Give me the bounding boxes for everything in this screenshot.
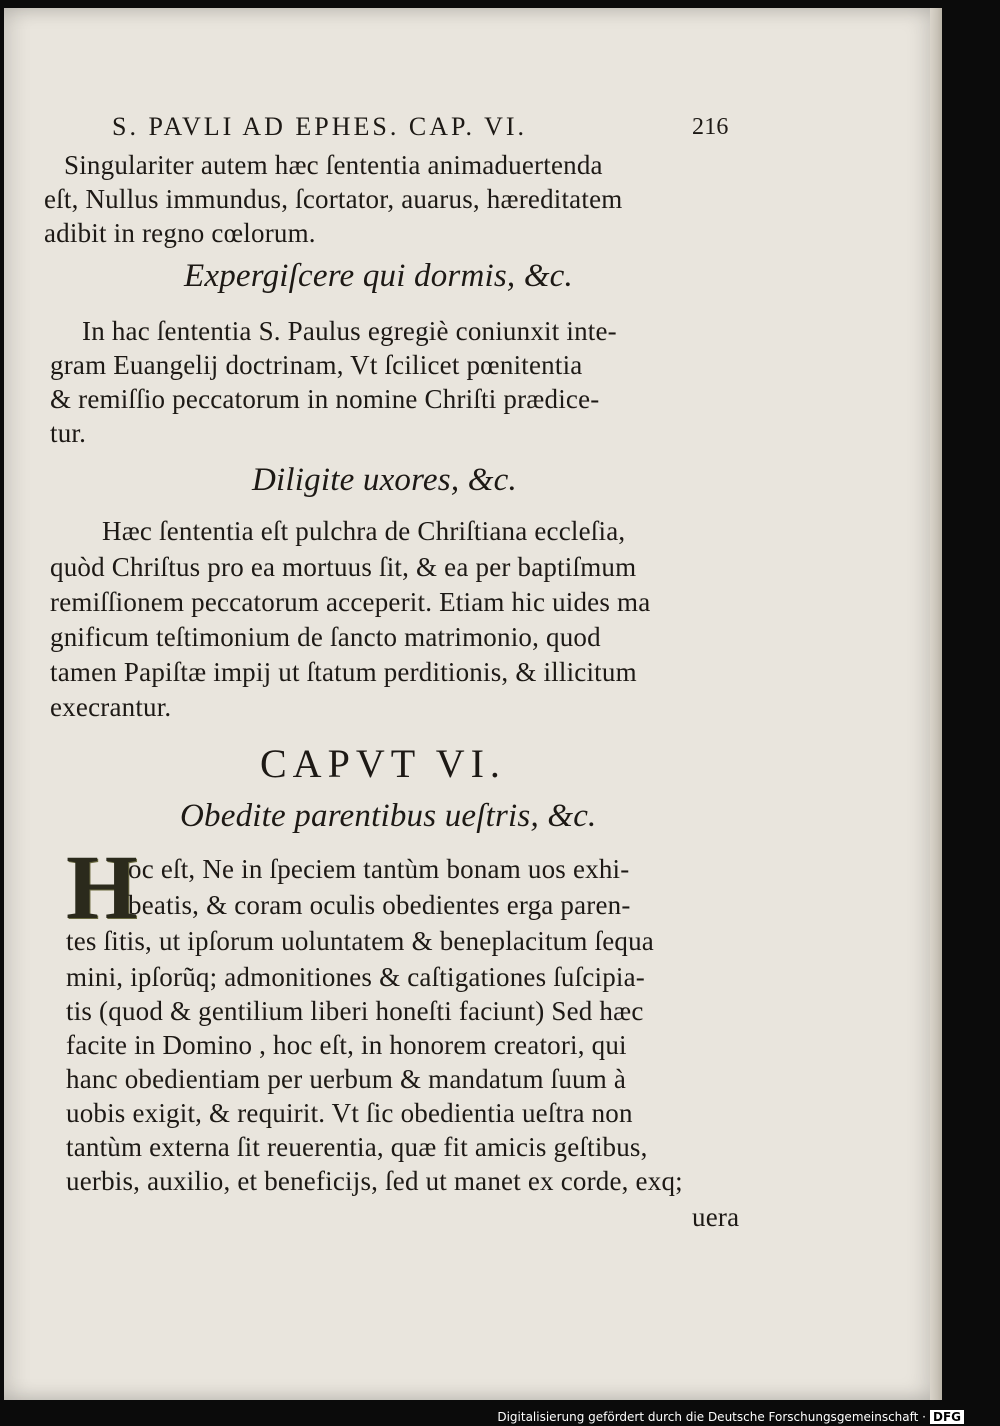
paragraph-2-line-2: gram Euangelij doctrinam, Vt ſcilicet pœnitentia	[50, 350, 583, 380]
paragraph-2-line-3: & remiſſio peccatorum in nomine Chriſti prædice-	[50, 384, 600, 414]
digitization-credit	[497, 1410, 964, 1424]
section-heading-1: Expergiſcere qui dormis, &c.	[184, 258, 573, 294]
paragraph-4-line-6: facite in Domino , hoc eſt, in honorem creatori, qui	[66, 1030, 627, 1060]
catchword: uera	[692, 1202, 740, 1232]
dfg-logo: DFG	[930, 1410, 964, 1424]
paragraph-4-line-10: uerbis, auxilio, et beneficijs, ſed ut manet ex corde, exq;	[66, 1166, 683, 1196]
book-page	[4, 8, 942, 1400]
paragraph-3-line-3: remiſſionem peccatorum acceperit. Etiam hic uides ma	[50, 587, 651, 617]
paragraph-2-line-4: tur.	[50, 418, 87, 448]
paragraph-3-line-4: gnificum teſtimonium de ſancto matrimonio, quod	[50, 622, 601, 652]
paragraph-1-line-1: Singulariter autem hæc ſententia animaduertenda	[64, 150, 603, 180]
chapter-heading: CAPVT VI.	[260, 741, 506, 786]
drop-capital: H	[66, 836, 138, 938]
page-text	[4, 8, 942, 1400]
paragraph-2-line-1: In hac ſententia S. Paulus egregiè coniunxit inte-	[82, 316, 617, 346]
paragraph-4-line-3: tes ſitis, ut ipſorum uoluntatem & beneplacitum ſequa	[66, 926, 654, 956]
paragraph-4-line-7: hanc obedientiam per uerbum & mandatum ſuum à	[66, 1064, 627, 1094]
paragraph-4-line-4: mini, ipſorũq; admonitiones & caſtigationes ſuſcipia-	[66, 962, 645, 992]
paragraph-3-line-5: tamen Papiſtæ impij ut ſtatum perditionis, & illicitum	[50, 657, 637, 687]
credit-text: Digitalisierung gefördert durch die Deutsche Forschungsgemeinschaft ·	[497, 1410, 926, 1424]
folio-number: 216	[692, 114, 729, 140]
paragraph-1-line-2: eſt, Nullus immundus, ſcortator, auarus, hæreditatem	[44, 184, 623, 214]
paragraph-4-line-5: tis (quod & gentilium liberi honeſti faciunt) Sed hæc	[66, 996, 644, 1026]
section-heading-3: Obedite parentibus ueſtris, &c.	[180, 798, 597, 834]
running-title: S. PAVLI AD EPHES. CAP. VI.	[112, 112, 528, 141]
paragraph-3-line-6: execrantur.	[50, 692, 172, 722]
paragraph-4-line-2: beatis, & coram oculis obedientes erga paren-	[128, 890, 631, 920]
paragraph-3-line-2: quòd Chriſtus pro ea mortuus ſit, & ea per baptiſmum	[50, 552, 637, 582]
paragraph-4-line-9: tantùm externa ſit reuerentia, quæ fit amicis geſtibus,	[66, 1132, 648, 1162]
paragraph-4-line-1: oc eſt, Ne in ſpeciem tantùm bonam uos exhi-	[128, 854, 630, 884]
paragraph-3-line-1: Hæc ſententia eſt pulchra de Chriſtiana eccleſia,	[102, 516, 626, 546]
paragraph-1-line-3: adibit in regno cœlorum.	[44, 218, 316, 248]
paragraph-4-line-8: uobis exigit, & requirit. Vt ſic obedientia ueſtra non	[66, 1098, 633, 1128]
section-heading-2: Diligite uxores, &c.	[252, 462, 517, 498]
